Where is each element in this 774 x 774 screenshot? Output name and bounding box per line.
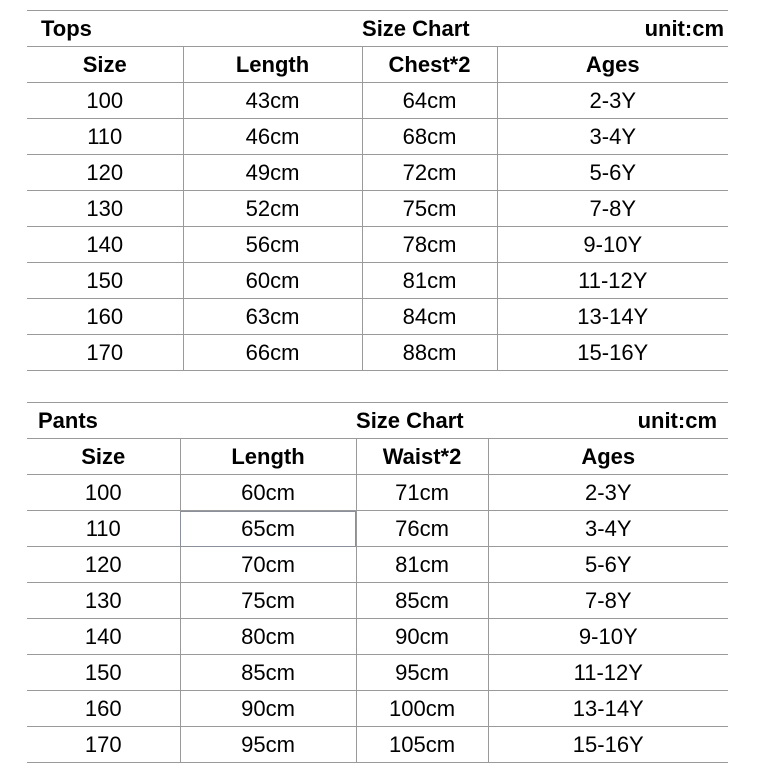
table-row xyxy=(27,619,728,655)
chest-cell: 72cm xyxy=(362,155,497,191)
size-cell: 110 xyxy=(27,119,183,155)
chest-cell: 88cm xyxy=(362,335,497,371)
size-cell: 100 xyxy=(27,83,183,119)
ages-cell: 5-6Y xyxy=(488,547,728,583)
waist-cell: 85cm xyxy=(356,583,488,619)
ages-cell: 15-16Y xyxy=(488,727,728,763)
table-row xyxy=(27,263,728,299)
ages-cell: 5-6Y xyxy=(497,155,728,191)
pants-header-length: Length xyxy=(180,439,356,475)
tops-title-row xyxy=(27,11,728,47)
ages-cell: 2-3Y xyxy=(488,475,728,511)
pants-title-row xyxy=(27,403,728,439)
pants-size-table xyxy=(27,402,728,763)
length-cell: 90cm xyxy=(180,691,356,727)
tops-size-table xyxy=(27,10,728,371)
waist-cell: 100cm xyxy=(356,691,488,727)
chest-cell: 84cm xyxy=(362,299,497,335)
length-cell: 46cm xyxy=(183,119,362,155)
length-cell: 52cm xyxy=(183,191,362,227)
waist-cell: 81cm xyxy=(356,547,488,583)
tops-table-name: Tops xyxy=(27,11,362,47)
tops-chart-title: Size Chart xyxy=(362,11,497,47)
pants-header-ages: Ages xyxy=(488,439,728,475)
chest-cell: 78cm xyxy=(362,227,497,263)
ages-cell: 3-4Y xyxy=(497,119,728,155)
pants-table-name: Pants xyxy=(27,403,356,439)
table-row xyxy=(27,335,728,371)
table-row xyxy=(27,727,728,763)
size-cell: 140 xyxy=(27,227,183,263)
length-cell: 66cm xyxy=(183,335,362,371)
tops-header-size: Size xyxy=(27,47,183,83)
ages-cell: 3-4Y xyxy=(488,511,728,547)
table-row xyxy=(27,83,728,119)
table-row xyxy=(27,227,728,263)
ages-cell: 13-14Y xyxy=(497,299,728,335)
chest-cell: 64cm xyxy=(362,83,497,119)
length-cell: 95cm xyxy=(180,727,356,763)
size-cell: 160 xyxy=(27,691,180,727)
size-cell: 130 xyxy=(27,583,180,619)
table-row xyxy=(27,511,728,547)
length-cell: 56cm xyxy=(183,227,362,263)
size-cell: 170 xyxy=(27,335,183,371)
length-cell: 85cm xyxy=(180,655,356,691)
tops-header-row xyxy=(27,47,728,83)
ages-cell: 7-8Y xyxy=(497,191,728,227)
tops-unit-label: unit:cm xyxy=(497,11,728,47)
table-row xyxy=(27,191,728,227)
length-cell: 63cm xyxy=(183,299,362,335)
waist-cell: 95cm xyxy=(356,655,488,691)
length-cell: 70cm xyxy=(180,547,356,583)
size-cell: 130 xyxy=(27,191,183,227)
table-row xyxy=(27,299,728,335)
waist-cell: 105cm xyxy=(356,727,488,763)
ages-cell: 9-10Y xyxy=(488,619,728,655)
table-row xyxy=(27,119,728,155)
waist-cell: 71cm xyxy=(356,475,488,511)
ages-cell: 13-14Y xyxy=(488,691,728,727)
size-cell: 150 xyxy=(27,263,183,299)
ages-cell: 11-12Y xyxy=(497,263,728,299)
size-cell: 170 xyxy=(27,727,180,763)
pants-unit-label: unit:cm xyxy=(488,403,728,439)
chest-cell: 75cm xyxy=(362,191,497,227)
size-cell: 160 xyxy=(27,299,183,335)
tops-header-ages: Ages xyxy=(497,47,728,83)
length-cell: 49cm xyxy=(183,155,362,191)
ages-cell: 15-16Y xyxy=(497,335,728,371)
waist-cell: 90cm xyxy=(356,619,488,655)
pants-header-row xyxy=(27,439,728,475)
length-cell: 43cm xyxy=(183,83,362,119)
selected-length-cell[interactable]: 65cm xyxy=(180,511,356,547)
table-row xyxy=(27,155,728,191)
size-cell: 120 xyxy=(27,547,180,583)
length-cell: 80cm xyxy=(180,619,356,655)
chest-cell: 68cm xyxy=(362,119,497,155)
size-cell: 150 xyxy=(27,655,180,691)
table-row xyxy=(27,655,728,691)
ages-cell: 11-12Y xyxy=(488,655,728,691)
table-row xyxy=(27,547,728,583)
table-row xyxy=(27,475,728,511)
length-cell: 60cm xyxy=(183,263,362,299)
length-cell: 60cm xyxy=(180,475,356,511)
ages-cell: 2-3Y xyxy=(497,83,728,119)
pants-header-size: Size xyxy=(27,439,180,475)
ages-cell: 9-10Y xyxy=(497,227,728,263)
waist-cell: 76cm xyxy=(356,511,488,547)
size-cell: 120 xyxy=(27,155,183,191)
size-cell: 100 xyxy=(27,475,180,511)
ages-cell: 7-8Y xyxy=(488,583,728,619)
tops-header-length: Length xyxy=(183,47,362,83)
size-cell: 110 xyxy=(27,511,180,547)
table-row xyxy=(27,583,728,619)
tops-header-chest: Chest*2 xyxy=(362,47,497,83)
length-cell: 75cm xyxy=(180,583,356,619)
chest-cell: 81cm xyxy=(362,263,497,299)
table-row xyxy=(27,691,728,727)
size-cell: 140 xyxy=(27,619,180,655)
pants-chart-title: Size Chart xyxy=(356,403,488,439)
pants-header-waist: Waist*2 xyxy=(356,439,488,475)
